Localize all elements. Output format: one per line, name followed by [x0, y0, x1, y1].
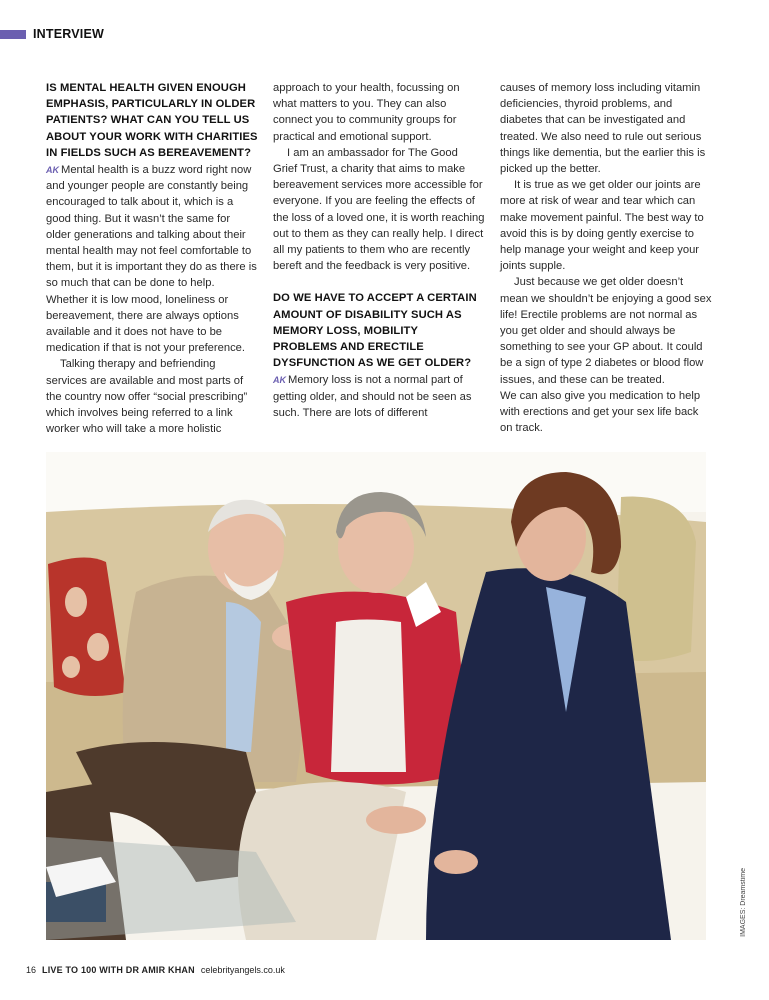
- ak-initials-icon: AK: [46, 165, 59, 176]
- body-paragraph: Just because we get older doesn’t mean we shouldn’t be enjoying a good sex life! Erectile problems are not normal as you get older and should always be something to see your GP about. It could be a sign of type 2 diabetes or blood flow issues, and these can be treated.: [500, 276, 712, 386]
- page-number: 16: [26, 965, 37, 975]
- body-paragraph: I am an ambassador for The Good Grief Trust, a charity that aims to make bereavement services more accessible for everyone. If you are feeling the effects of the loss of a loved one, it is worth reaching out to them as they can really help. I direct all my patients to them who are recently bereft and the feedback is very positive.: [273, 146, 485, 273]
- body-paragraph: We can also give you medication to help with erections and get your sex life back on track.: [500, 389, 701, 435]
- question-heading-1: IS MENTAL HEALTH GIVEN ENOUGH EMPHASIS, PARTICULARLY IN OLDER PATIENTS? WHAT CAN YOU TELL US ABOUT YOUR WORK WITH CHARITIES IN FIELDS SUCH AS BEREAVEMENT?: [46, 82, 258, 159]
- photo-credit: IMAGES: Dreamstime: [740, 868, 747, 937]
- body-paragraph: Talking therapy and befriending services are available and most parts of the country now offer “social prescribing” which involves being referred to a link worker who will take a more holistic: [46, 358, 248, 436]
- column-2: [273, 80, 485, 421]
- column-1: [46, 80, 258, 437]
- question-heading-2: DO WE HAVE TO ACCEPT A CERTAIN AMOUNT OF DISABILITY SUCH AS MEMORY LOSS, MOBILITY PROBLEMS AND ERECTILE DYSFUNCTION AS WE GET OLDER?: [273, 292, 477, 370]
- answer-paragraph: AK Memory loss is not a normal part of getting older, and should not be seen as such. There are lots of different: [273, 374, 472, 419]
- body-paragraph: approach to your health, focussing on what matters to you. They can also connect you to community groups for practical and emotional support.: [273, 82, 460, 143]
- feature-photo: [46, 452, 706, 940]
- body-paragraph: causes of memory loss including vitamin deficiencies, thyroid problems, and diabetes that can be investigated and treated. We also need to rule out serious things like dementia, but the earlier this is picked up the better.: [500, 82, 706, 176]
- column-3: [500, 80, 712, 436]
- section-bar: [0, 30, 26, 39]
- section-label: INTERVIEW: [33, 27, 105, 41]
- ak-initials-icon: AK: [273, 375, 286, 386]
- answer-paragraph: AK Mental health is a buzz word right now and younger people are constantly being encouraged to talk about it, which is a good thing. But it wasn’t the same for older generations and talking about their mental health may not feel comfortable to them, but it is important they do as there is so much that can be done to help. Whether it is low mood, loneliness or bereavement, there are always options available and it does not have to be medication if that is not your preference.: [46, 164, 257, 355]
- body-paragraph: It is true as we get older our joints are more at risk of wear and tear which can make movement painful. The best way to avoid this is by doing gently exercise to help manage your weight and keep your joints supple.: [500, 179, 704, 273]
- footer-site: celebrityangels.co.uk: [200, 965, 285, 975]
- footer-title: LIVE TO 100 WITH DR AMIR KHAN: [42, 965, 195, 975]
- page-footer: [26, 965, 285, 975]
